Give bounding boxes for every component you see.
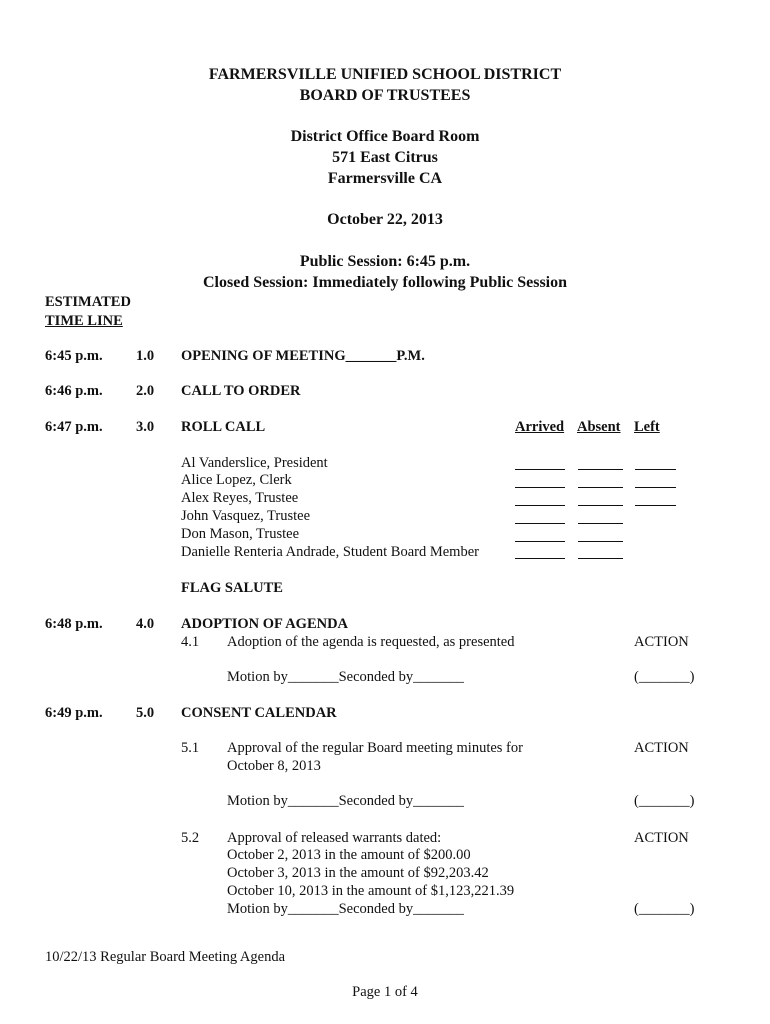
item-title-call: CALL TO ORDER — [181, 383, 301, 399]
absent-blank — [578, 505, 623, 506]
sub-item-number: 4.1 — [181, 634, 200, 650]
left-blank — [635, 487, 676, 488]
address-street: 571 East Citrus — [332, 149, 438, 166]
closed-session-time: Closed Session: Immediately following Public Session — [202, 274, 568, 291]
sub-item-number: 5.2 — [181, 830, 200, 846]
sub-item-text: Approval of released warrants dated: — [227, 830, 442, 846]
left-blank — [635, 469, 676, 470]
vote-blank: (_______) — [634, 901, 695, 917]
vote-blank: (_______) — [634, 793, 695, 809]
action-label: ACTION — [634, 740, 689, 756]
item-title-roll: ROLL CALL — [181, 419, 266, 435]
item-time-consent: 6:49 p.m. — [45, 705, 103, 721]
arrived-blank — [515, 487, 565, 488]
sub-item-number: 5.1 — [181, 740, 200, 756]
action-label: ACTION — [634, 830, 689, 846]
roll-col-absent: Absent — [577, 419, 621, 435]
sub-item-text: October 3, 2013 in the amount of $92,203.42 — [227, 865, 489, 881]
motion-line: Motion by_______Seconded by_______ — [227, 901, 464, 917]
roll-col-arrived: Arrived — [515, 419, 565, 435]
absent-blank — [578, 487, 623, 488]
left-blank — [635, 505, 676, 506]
item-number-roll: 3.0 — [136, 419, 155, 435]
item-number-consent: 5.0 — [136, 705, 155, 721]
arrived-blank — [515, 505, 565, 506]
roll-member: John Vasquez, Trustee — [181, 508, 311, 524]
item-number-adoption: 4.0 — [136, 616, 155, 632]
page-number: Page 1 of 4 — [352, 984, 418, 1000]
arrived-blank — [515, 541, 565, 542]
roll-member: Alex Reyes, Trustee — [181, 490, 299, 506]
item-number-call: 2.0 — [136, 383, 155, 399]
absent-blank — [578, 541, 623, 542]
arrived-blank — [515, 469, 565, 470]
sub-item-text: October 8, 2013 — [227, 758, 321, 774]
roll-member: Alice Lopez, Clerk — [181, 472, 292, 488]
location-name: District Office Board Room — [290, 128, 480, 145]
roll-member: Danielle Renteria Andrade, Student Board Member — [181, 544, 479, 560]
item-time-opening: 6:45 p.m. — [45, 348, 103, 364]
estimated-label: ESTIMATED — [45, 294, 131, 310]
item-time-roll: 6:47 p.m. — [45, 419, 103, 435]
motion-line: Motion by_______Seconded by_______ — [227, 793, 464, 809]
district-name: FARMERSVILLE UNIFIED SCHOOL DISTRICT — [208, 66, 562, 83]
roll-member: Don Mason, Trustee — [181, 526, 300, 542]
item-time-adoption: 6:48 p.m. — [45, 616, 103, 632]
board-name: BOARD OF TRUSTEES — [299, 87, 471, 104]
footer-agenda-label: 10/22/13 Regular Board Meeting Agenda — [45, 949, 286, 965]
sub-item-text: October 10, 2013 in the amount of $1,123,221.39 — [227, 883, 515, 899]
absent-blank — [578, 469, 623, 470]
motion-line: Motion by_______Seconded by_______ — [227, 669, 464, 685]
vote-blank: (_______) — [634, 669, 695, 685]
address-city: Farmersville CA — [327, 170, 443, 187]
absent-blank — [578, 523, 623, 524]
time-line-label: TIME LINE — [45, 313, 123, 329]
item-time-call: 6:46 p.m. — [45, 383, 103, 399]
item-title-opening: OPENING OF MEETING_______P.M. — [181, 348, 425, 364]
item-title-consent: CONSENT CALENDAR — [181, 705, 337, 721]
sub-item-text: Adoption of the agenda is requested, as presented — [227, 634, 515, 650]
roll-col-left: Left — [634, 419, 660, 435]
item-number-opening: 1.0 — [136, 348, 155, 364]
meeting-date: October 22, 2013 — [327, 211, 443, 228]
flag-salute: FLAG SALUTE — [181, 580, 283, 596]
action-label: ACTION — [634, 634, 689, 650]
arrived-blank — [515, 523, 565, 524]
public-session-time: Public Session: 6:45 p.m. — [299, 253, 471, 270]
sub-item-text: Approval of the regular Board meeting minutes for — [227, 740, 523, 756]
roll-member: Al Vanderslice, President — [181, 455, 328, 471]
arrived-blank — [515, 558, 565, 559]
absent-blank — [578, 558, 623, 559]
item-title-adoption: ADOPTION OF AGENDA — [181, 616, 349, 632]
sub-item-text: October 2, 2013 in the amount of $200.00 — [227, 847, 471, 863]
